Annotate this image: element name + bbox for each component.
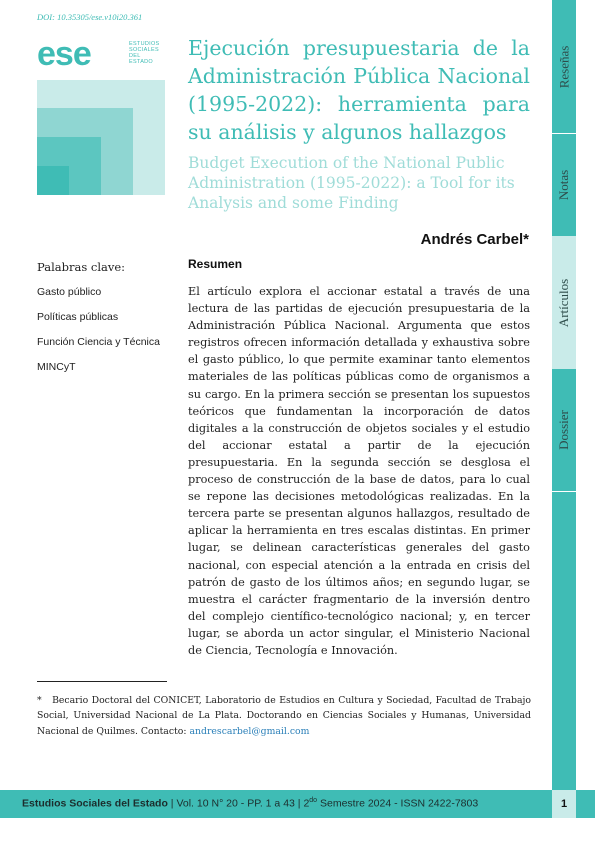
section-sidebar [552, 0, 576, 790]
article-title-en: Budget Execution of the National Public Administration (1995-2022): a Tool for its Analysis and some Finding [188, 154, 515, 212]
footer-citation [22, 797, 478, 810]
footer-semester-num: 2 [303, 797, 310, 810]
sidebar-tab-label: Notas [556, 169, 571, 201]
footer-volume: Vol. 10 N° 20 - PP. 1 a 43 [176, 797, 295, 810]
sidebar-tab-label: Artículos [556, 278, 572, 327]
logo-sub-line: DEL [129, 53, 141, 59]
footer-semester: Semestre 2024 - ISSN 2422-7803 [317, 797, 479, 810]
keyword-item: Función Ciencia y Técnica [37, 336, 160, 348]
sidebar-tab-label: Reseñas [556, 45, 572, 88]
logo-sub-line: ESTUDIOS [129, 41, 160, 47]
abstract-text: El artículo explora el accionar estatal a través de una lectura de las partidas de ejecución presupuestaria de la Administración Pública Nacional. Argumenta que estos registros ofrecen información detallada y exhaustiva sobre el gasto público, lo que permite examinar tanto elementos materiales de las políticas públicas como de organismos a su cargo. En la primera sección se presentan los supuestos teóricos que fundamentan la incorporación de datos digitales a la construcción de objetos sociales y el estudio del accionar estatal a partir de la ejecución presupuestaria. En la segunda sección se desglosa el proceso de construcción de la base de datos, para lo cual se repone las decisiones metodológicas realizadas. En la tercera parte se presentan algunos hallazgos, resultado de aplicar la herramienta en tres escalas distintas. En primer lugar, se delinean características generales del gasto nacional, con especial atención a la entrada en crisis del patrón de gasto de los últimos años; en segundo lugar, se muestra el carácter fragmentario de la inversión dentro del complejo científico-tecnológico nacional; y, en tercer lugar, se aborda un actor singular, el Ministerio Nacional de Ciencia, Tecnología e Innovación. [188, 285, 530, 657]
page-number: 1 [552, 790, 576, 818]
sidebar-tab-resenas[interactable] [552, 0, 576, 133]
footnote [37, 693, 531, 739]
journal-logo [37, 37, 165, 195]
footer-separator: | [167, 797, 177, 810]
abstract-heading: Resumen [188, 257, 243, 271]
article-title-es: Ejecución presupuestaria de la Administración Pública Nacional (1995-2022): herramienta para su análisis y algunos hallazgos [188, 36, 530, 144]
keywords-heading: Palabras clave: [37, 260, 126, 274]
keyword-item: Gasto público [37, 286, 102, 298]
keyword-item: Políticas públicas [37, 311, 119, 323]
sidebar-tab-notas[interactable] [552, 134, 576, 236]
doi-line: DOI: 10.35305/ese.v10i20.361 [37, 12, 143, 22]
logo-wordmark: ese [37, 35, 91, 73]
footer-journal: Estudios Sociales del Estado [22, 797, 168, 810]
keyword-item: MINCyT [37, 361, 76, 373]
footnote-mark: * [37, 695, 42, 706]
logo-subtitle [129, 41, 160, 65]
footnote-rule [37, 681, 167, 682]
contact-email-link[interactable]: andrescarbel@gmail.com [189, 725, 310, 737]
footer-semester-sup: do [309, 797, 318, 804]
sidebar-tab-articulos[interactable] [552, 236, 576, 369]
sidebar-tab-label: Dossier [556, 410, 571, 450]
sidebar-divider [552, 491, 576, 492]
author-name: Andrés Carbel* [420, 231, 529, 248]
logo-sub-line: ESTADO [129, 59, 154, 65]
keywords-list [37, 285, 160, 385]
sidebar-tab-dossier[interactable] [552, 369, 576, 491]
logo-square [37, 166, 69, 195]
footnote-text: Becario Doctoral del CONICET, Laboratorio de Estudios en Cultura y Sociedad, Facultad de Trabajo Social, Universidad Nacional de La Plata. Doctorando en Ciencias Sociales y Humanas, Universidad Nacional de Quilmes. Contacto: [37, 695, 531, 737]
footer-separator: | [294, 797, 304, 810]
logo-sub-line: SOCIALES [129, 47, 159, 53]
